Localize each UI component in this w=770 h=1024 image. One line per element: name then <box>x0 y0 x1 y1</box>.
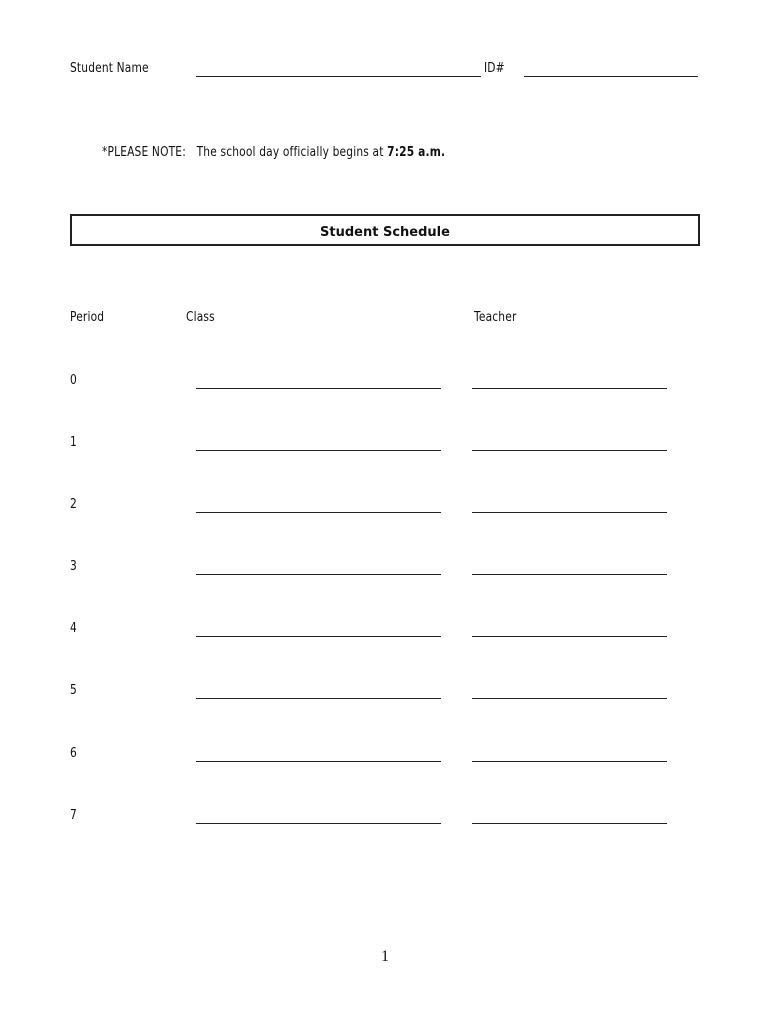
period-number: 7 <box>70 808 77 823</box>
column-header-teacher: Teacher <box>474 310 517 325</box>
class-field[interactable] <box>196 636 441 637</box>
period-number: 4 <box>70 621 77 636</box>
teacher-field[interactable] <box>472 574 667 575</box>
id-field[interactable] <box>524 76 698 77</box>
schedule-title-box <box>70 214 700 246</box>
teacher-field[interactable] <box>472 450 667 451</box>
period-number: 5 <box>70 683 77 698</box>
class-field[interactable] <box>196 698 441 699</box>
column-header-class: Class <box>186 310 215 325</box>
period-number: 3 <box>70 559 77 574</box>
teacher-field[interactable] <box>472 823 667 824</box>
class-field[interactable] <box>196 388 441 389</box>
class-field[interactable] <box>196 574 441 575</box>
note-text: The school day officially begins at <box>196 145 384 160</box>
column-header-period: Period <box>70 310 105 325</box>
period-number: 1 <box>70 435 77 450</box>
period-number: 0 <box>70 373 77 388</box>
note-prefix: *PLEASE NOTE: <box>102 145 186 160</box>
teacher-field[interactable] <box>472 388 667 389</box>
class-field[interactable] <box>196 450 441 451</box>
page-number: 1 <box>381 948 389 965</box>
id-label: ID# <box>484 61 505 76</box>
period-number: 6 <box>70 746 77 761</box>
teacher-field[interactable] <box>472 698 667 699</box>
note-start-time: 7:25 a.m. <box>387 145 446 160</box>
class-field[interactable] <box>196 512 441 513</box>
student-name-field[interactable] <box>196 76 481 77</box>
teacher-field[interactable] <box>472 512 667 513</box>
class-field[interactable] <box>196 823 441 824</box>
class-field[interactable] <box>196 761 441 762</box>
student-name-label: Student Name <box>70 61 149 76</box>
teacher-field[interactable] <box>472 636 667 637</box>
schedule-title: Student Schedule <box>320 225 450 240</box>
period-number: 2 <box>70 497 77 512</box>
school-day-note <box>102 145 445 160</box>
teacher-field[interactable] <box>472 761 667 762</box>
